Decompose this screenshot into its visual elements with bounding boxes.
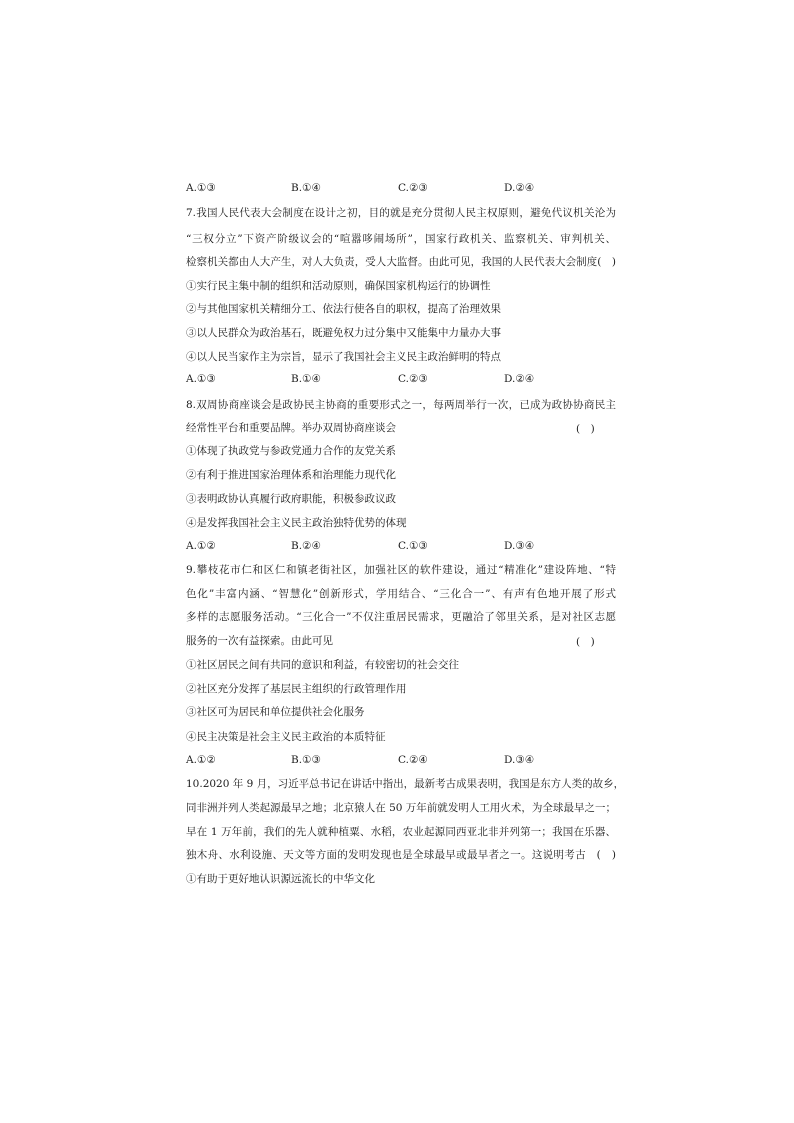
q8-choice: ①体现了执政党与参政党通力合作的友党关系 xyxy=(186,445,396,457)
q9-stem-line: 服务的一次有益探索。由此可见 xyxy=(186,635,333,647)
q9-stem-line: 9.攀枝花市仁和区仁和镇老街社区，加强社区的软件建设，通过“精准化”建设阵地、“特 xyxy=(186,564,616,576)
q6-option-d: D.②④ xyxy=(504,182,535,194)
q10-stem-line: 早在 1 万年前，我们的先人就种植粟、水稻，农业起源同西亚北非并列第一；我国在乐器、 xyxy=(186,826,616,838)
q8-option-b: B.②④ xyxy=(291,540,321,552)
q7-stem-line: “三权分立”下资产阶级议会的“喧嚣哆闹场所”，国家行政机关、监察机关、审判机关、 xyxy=(186,233,616,245)
q7-options xyxy=(186,372,616,386)
q8-choice: ④是发挥我国社会主义民主政治独特优势的体现 xyxy=(186,517,407,529)
q6-option-c: C.②③ xyxy=(398,182,428,194)
q8-stem-line: 8.双周协商座谈会是政协民主协商的重要形式之一，每两周举行一次，已成为政协协商民主 xyxy=(186,399,616,411)
q8-option-a: A.①② xyxy=(186,540,216,552)
q7-choice: ④以人民当家作主为宗旨，显示了我国社会主义民主政治鲜明的特点 xyxy=(186,351,501,363)
q8-option-c: C.①③ xyxy=(398,540,428,552)
q8-choice: ③表明政协认真履行政府职能，积极参政议政 xyxy=(186,493,396,505)
q7-stem-line: 7.我国人民代表大会制度在设计之初，目的就是充分贯彻人民主权原则，避免代议机关沦为 xyxy=(186,207,616,219)
q7-option-b: B.①④ xyxy=(291,373,321,385)
q8-options xyxy=(186,539,616,553)
q9-choice: ②社区充分发挥了基层民主组织的行政管理作用 xyxy=(186,683,407,695)
q8-option-d: D.③④ xyxy=(504,540,535,552)
q6-option-b: B.①④ xyxy=(291,182,321,194)
q9-answer-paren: ( ) xyxy=(576,636,595,648)
q10-stem-line: 同非洲并列人类起源最早之地；北京猿人在 50 万年前就发明人工用火术，为全球最早之一； xyxy=(186,802,616,814)
q9-choice: ④民主决策是社会主义民主政治的本质特征 xyxy=(186,731,386,743)
q7-choice: ②与其他国家机关精细分工、依法行使各自的职权，提高了治理效果 xyxy=(186,303,501,315)
q9-choice: ③社区可为居民和单位提供社会化服务 xyxy=(186,706,365,718)
q9-stem-line: 多样的志愿服务活动。“三化合一”不仅注重居民需求，更融洽了邻里关系，是对社区志愿 xyxy=(186,611,616,623)
q7-stem-line: 检察机关都由人大产生，对人大负责，受人大监督。由此可见，我国的人民代表大会制度( ) xyxy=(186,256,616,268)
q10-stem-line: 10.2020 年 9 月，习近平总书记在讲话中指出，最新考古成果表明，我国是东方人类的故乡， xyxy=(186,778,625,790)
q7-option-c: C.②③ xyxy=(398,373,428,385)
q9-option-a: A.①② xyxy=(186,754,216,766)
q9-options xyxy=(186,753,616,767)
q10-choice: ①有助于更好地认识源远流长的中华文化 xyxy=(186,873,375,885)
q7-option-d: D.②④ xyxy=(504,373,535,385)
q8-choice: ②有利于推进国家治理体系和治理能力现代化 xyxy=(186,469,396,481)
q9-choice: ①社区居民之间有共同的意识和利益，有较密切的社会交往 xyxy=(186,659,459,671)
q6-option-a: A.①③ xyxy=(186,182,216,194)
q9-option-b: B.①③ xyxy=(291,754,321,766)
q9-stem-line: 色化”丰富内涵、“智慧化”创新形式，学用结合、“三化合一”、有声有色地开展了形式 xyxy=(186,588,616,600)
q7-choice: ③以人民群众为政治基石，既避免权力过分集中又能集中力量办大事 xyxy=(186,327,501,339)
q7-option-a: A.①③ xyxy=(186,373,216,385)
q9-option-d: D.③④ xyxy=(504,754,535,766)
q10-stem-line: 独木舟、水利设施、天文等方面的发明发现也是全球最早或最早者之一。这说明考古 ( ) xyxy=(186,849,616,861)
q6-options xyxy=(186,181,616,195)
q9-option-c: C.②④ xyxy=(398,754,428,766)
q8-stem-line: 经常性平台和重要品牌。举办双周协商座谈会 xyxy=(186,422,396,434)
q8-answer-paren: ( ) xyxy=(576,423,595,435)
q7-choice: ①实行民主集中制的组织和活动原则，确保国家机构运行的协调性 xyxy=(186,280,491,292)
